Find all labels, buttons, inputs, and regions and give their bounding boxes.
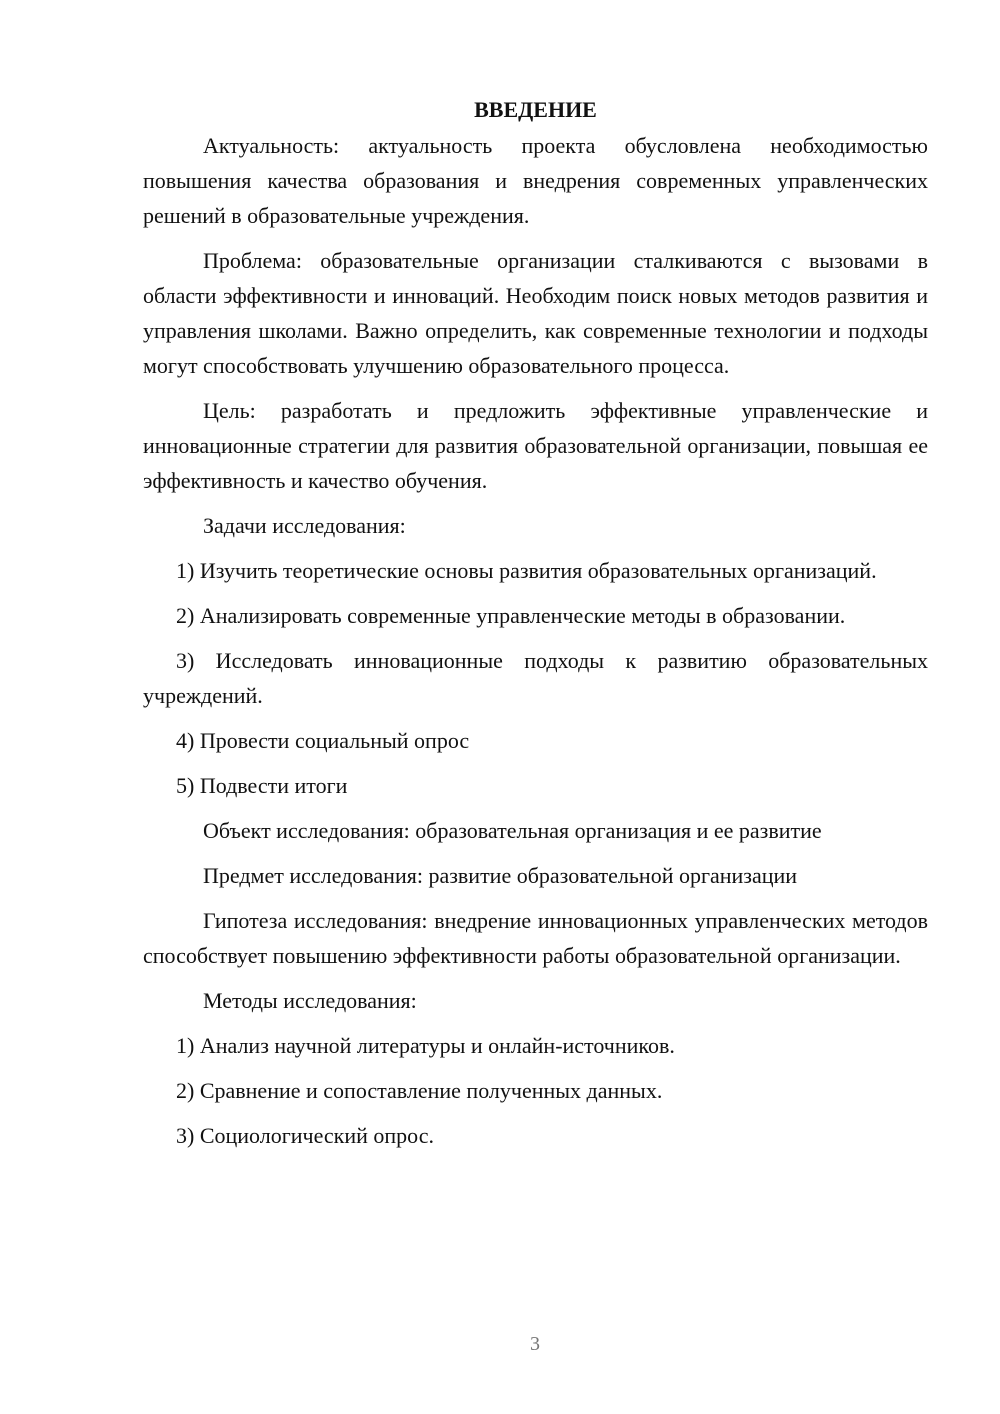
- subject-line: Предмет исследования: развитие образовательной организации: [203, 863, 798, 888]
- task-item-2: 2) Анализировать современные управленческие методы в образовании.: [176, 603, 846, 628]
- task-item-4: 4) Провести социальный опрос: [176, 728, 470, 753]
- relevance-paragraph: Актуальность: актуальность проекта обусловлена необходимостью повышения качества образования и внедрения современных управленческих решений в образовательные учреждения.: [143, 133, 928, 228]
- page-content: [143, 92, 928, 1163]
- tasks-heading: Задачи исследования:: [203, 513, 406, 538]
- object-line: Объект исследования: образовательная организация и ее развитие: [203, 818, 822, 843]
- methods-heading: Методы исследования:: [203, 988, 417, 1013]
- page-number: 3: [530, 1333, 540, 1355]
- page-title: ВВЕДЕНИЕ: [474, 97, 597, 122]
- task-item-5: 5) Подвести итоги: [176, 773, 348, 798]
- task-item-3: 3) Исследовать инновационные подходы к развитию образовательных учреждений.: [143, 648, 928, 708]
- task-item-1: 1) Изучить теоретические основы развития образовательных организаций.: [176, 558, 877, 583]
- problem-paragraph: Проблема: образовательные организации сталкиваются с вызовами в области эффективности и инноваций. Необходим поиск новых методов развития и управления школами. Важно определить, как современные технологии и подходы могут способствовать улучшению образовательного процесса.: [143, 248, 928, 378]
- goal-paragraph: Цель: разработать и предложить эффективные управленческие и инновационные стратегии для развития образовательной организации, повышая ее эффективность и качество обучения.: [143, 398, 928, 493]
- hypothesis-paragraph: Гипотеза исследования: внедрение инновационных управленческих методов способствует повышению эффективности работы образовательной организации.: [143, 908, 928, 968]
- method-item-3: 3) Социологический опрос.: [176, 1123, 434, 1148]
- method-item-2: 2) Сравнение и сопоставление полученных данных.: [176, 1078, 663, 1103]
- method-item-1: 1) Анализ научной литературы и онлайн-источников.: [176, 1033, 675, 1058]
